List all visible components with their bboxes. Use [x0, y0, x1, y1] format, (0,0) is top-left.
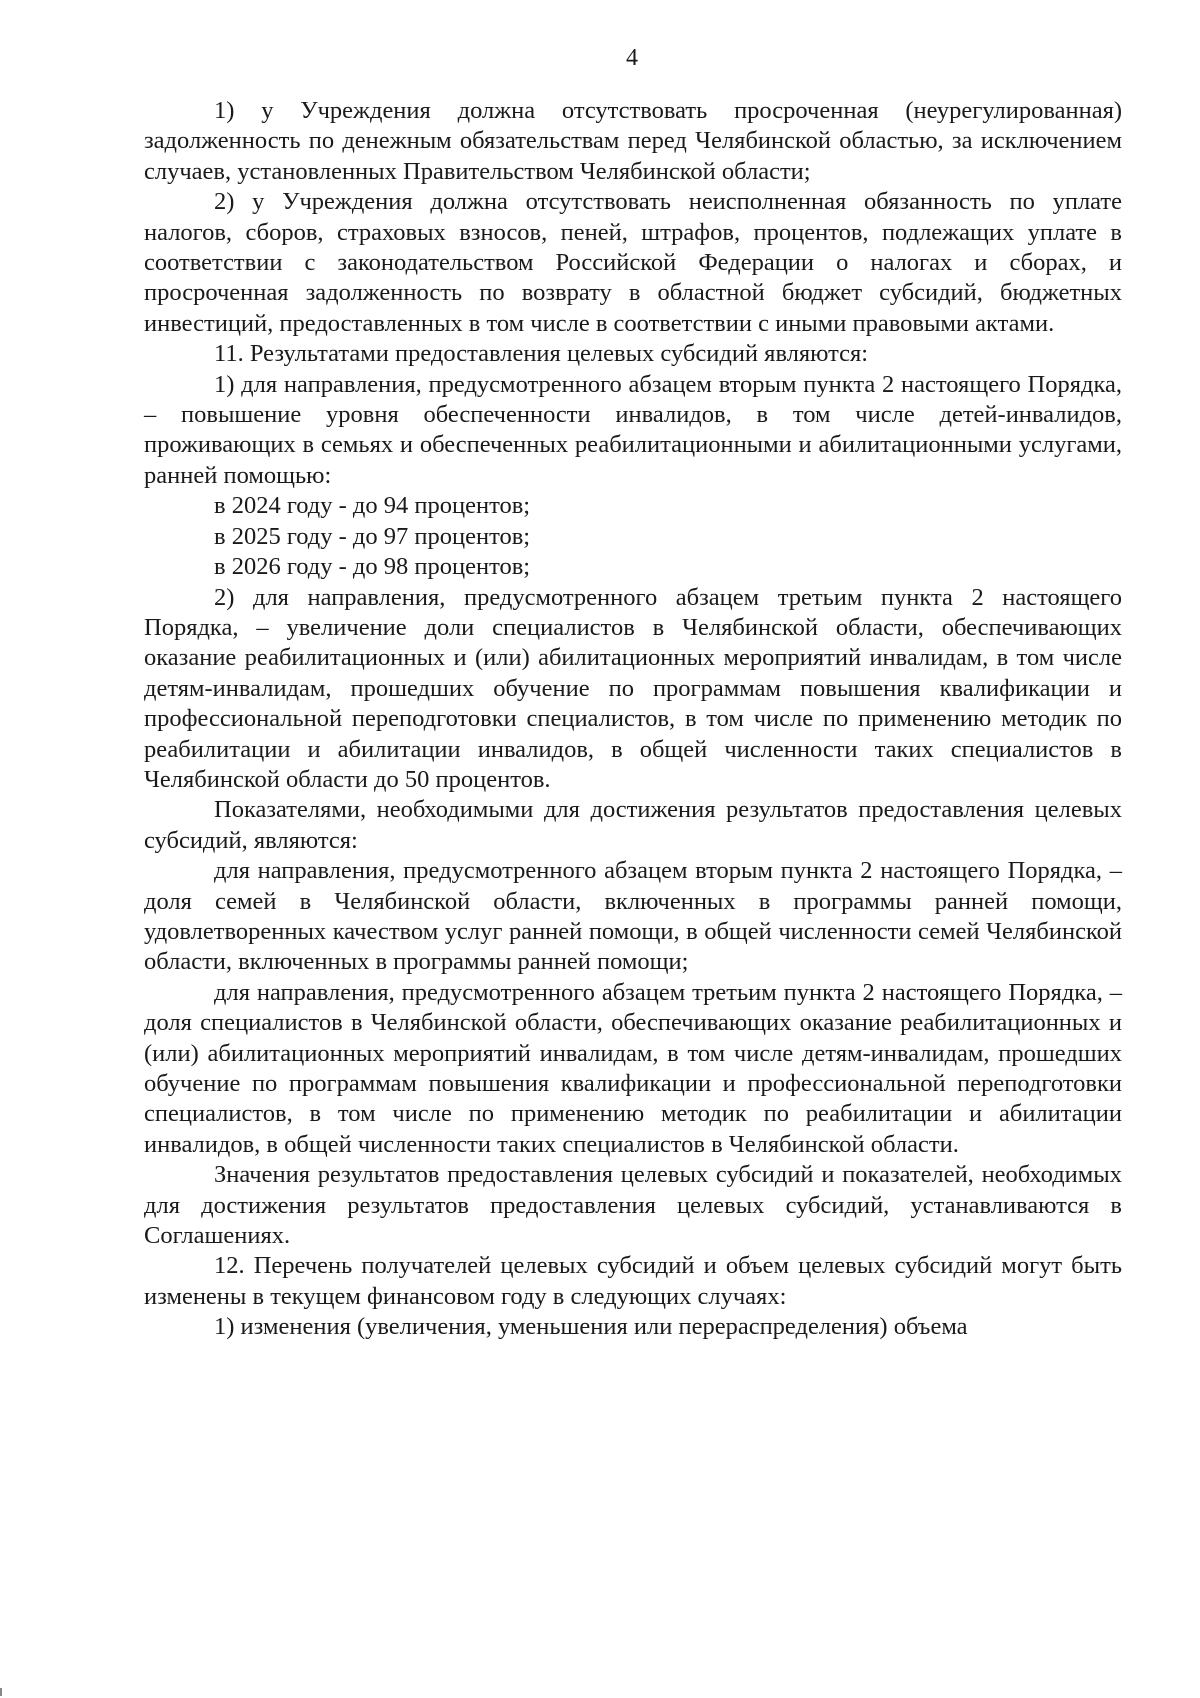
paragraph-indicators-intro: Показателями, необходимыми для достижения результатов предоставления целевых субсидий, являются: — [144, 796, 1122, 854]
page-number: 4 — [626, 45, 638, 71]
document-body — [144, 96, 1122, 1343]
paragraph-indicator-1: для направления, предусмотренного абзацем вторым пункта 2 настоящего Порядка, – доля семей в Челябинской области, включенных в программы ранней помощи, удовлетворенных качеством услуг ранней помощи, в общей численности семей Челябинской области, включенных в программы ранней помощи; — [144, 857, 1122, 976]
paragraph-values: Значения результатов предоставления целевых субсидий и показателей, необходимых для достижения результатов предоставления целевых субсидий, устанавливаются в Соглашениях. — [144, 1161, 1122, 1250]
paragraph-year-2026: в 2026 году - до 98 процентов; — [214, 553, 531, 581]
paragraph-result-2: 2) для направления, предусмотренного абзацем третьим пункта 2 настоящего Порядка, – увеличение доли специалистов в Челябинской области, обеспечивающих оказание реабилитационных и (или) абилитационных мероприятий инвалидам, в том числе детям-инвалидам, прошедших обучение по программам повышения квалификации и профессиональной переподготовки специалистов, в том числе по применению методик по реабилитации и абилитации инвалидов, в общей численности таких специалистов в Челябинской области до 50 процентов. — [144, 583, 1122, 793]
paragraph-result-1: 1) для направления, предусмотренного абзацем вторым пункта 2 настоящего Порядка, – повышение уровня обеспеченности инвалидов, в том числе детей-инвалидов, проживающих в семьях и обеспеченных реабилитационными и абилитационными услугами, ранней помощью: — [144, 370, 1122, 489]
scan-artifact-mark — [0, 1688, 2, 1696]
paragraph-year-2025: в 2025 году - до 97 процентов; — [214, 522, 531, 550]
paragraph-change-case-1: 1) изменения (увеличения, уменьшения или перераспределения) объема — [214, 1313, 968, 1341]
paragraph-year-2024: в 2024 году - до 94 процентов; — [214, 492, 531, 520]
paragraph-condition-1: 1) у Учреждения должна отсутствовать просроченная (неурегулированная) задолженность по денежным обязательствам перед Челябинской областью, за исключением случаев, установленных Правительством Челябинской области; — [144, 97, 1122, 185]
paragraph-clause-11: 11. Результатами предоставления целевых субсидий являются: — [214, 340, 869, 368]
paragraph-condition-2: 2) у Учреждения должна отсутствовать неисполненная обязанность по уплате налогов, сборов, страховых взносов, пеней, штрафов, процентов, подлежащих уплате в соответствии с законодательством Российской Федерации о налогах и сборах, и просроченная задолженность по возврату в областной бюджет субсидий, бюджетных инвестиций, предоставленных в том числе в соответствии с иными правовыми актами. — [144, 188, 1122, 337]
paragraph-indicator-2: для направления, предусмотренного абзацем третьим пункта 2 настоящего Порядка, – доля специалистов в Челябинской области, обеспечивающих оказание реабилитационных и (или) абилитационных мероприятий инвалидам, в том числе детям-инвалидам, прошедших обучение по программам повышения квалификации и профессиональной переподготовки специалистов, в том числе по применению методик по реабилитации и абилитации инвалидов, в общей численности таких специалистов в Челябинской области. — [144, 978, 1122, 1158]
paragraph-clause-12: 12. Перечень получателей целевых субсидий и объем целевых субсидий могут быть изменены в текущем финансовом году в следующих случаях: — [144, 1252, 1122, 1310]
